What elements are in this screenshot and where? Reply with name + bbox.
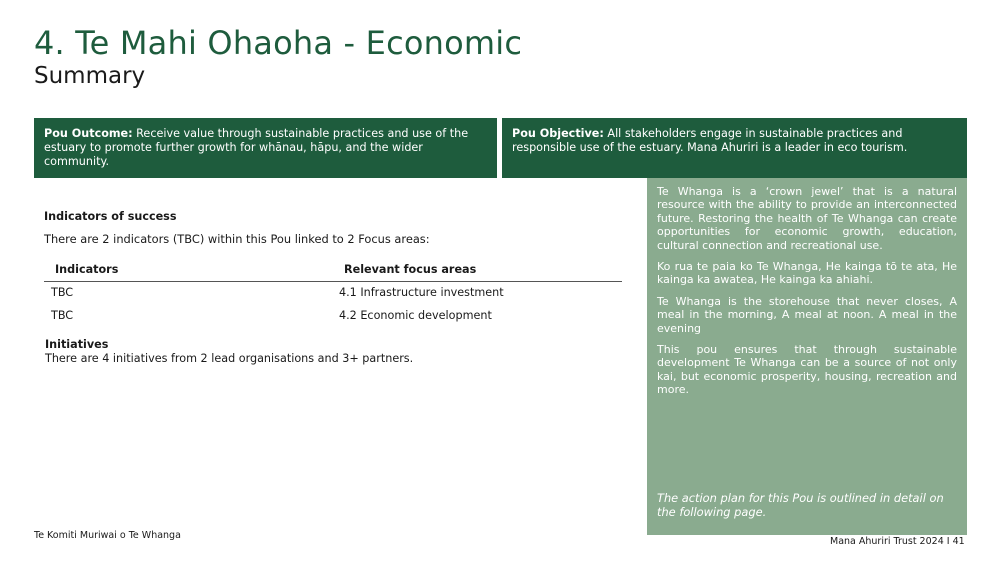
pou-outcome-label: Pou Outcome: [44, 127, 133, 140]
table-cell: TBC [51, 286, 74, 299]
table-cell: 4.1 Infrastructure investment [339, 286, 504, 299]
column-header-focus-areas: Relevant focus areas [344, 263, 477, 276]
column-header-indicators: Indicators [55, 263, 119, 276]
table-header [44, 262, 622, 282]
side-paragraph: This pou ensures that through sustainable development Te Whanga can be a source of not only kai, but economic prosperity, housing, recreation and more. [657, 343, 957, 397]
footer-right: Mana Ahuriri Trust 2024 I 41 [830, 536, 965, 547]
side-panel [647, 178, 967, 535]
pou-objective-box [502, 118, 967, 178]
table-cell: TBC [51, 309, 74, 322]
page-title: 4. Te Mahi Ohaoha - Economic [34, 24, 523, 62]
initiatives-text: There are 4 initiatives from 2 lead organisations and 3+ partners. [45, 352, 414, 365]
table-row [44, 282, 622, 305]
side-paragraph: Te Whanga is a ‘crown jewel’ that is a natural resource with the ability to provide an interconnected future. Restoring the health of Te Whanga can create opportunities for economic growth, education, cultural connection and recreational use. [657, 185, 957, 252]
side-paragraph: Te Whanga is the storehouse that never closes, A meal in the morning, A meal at noon. A meal in the evening [657, 294, 957, 335]
table-cell: 4.2 Economic development [339, 309, 492, 322]
initiatives-heading: Initiatives [45, 338, 109, 351]
pou-outcome-box [34, 118, 497, 178]
pou-objective-label: Pou Objective: [512, 127, 604, 140]
pou-outcome-text: Receive value through sustainable practices and use of the estuary to promote further growth for whānau, hāpu, and the wider community. [44, 127, 469, 168]
indicators-intro: There are 2 indicators (TBC) within this Pou linked to 2 Focus areas: [44, 232, 430, 246]
page-subtitle: Summary [34, 63, 146, 89]
side-paragraph: Ko rua te paia ko Te Whanga, He kainga tō te ata, He kainga ka awatea, He kainga ka ahiahi. [657, 260, 957, 287]
action-plan-note: The action plan for this Pou is outlined in detail on the following page. [657, 491, 944, 519]
pou-objective-text: All stakeholders engage in sustainable practices and responsible use of the estuary. Mana Ahuriri is a leader in eco tourism. [512, 127, 908, 154]
footer-left: Te Komiti Muriwai o Te Whanga [34, 530, 181, 541]
indicators-table [44, 262, 622, 328]
indicators-heading: Indicators of success [44, 210, 177, 223]
table-row [44, 305, 622, 328]
